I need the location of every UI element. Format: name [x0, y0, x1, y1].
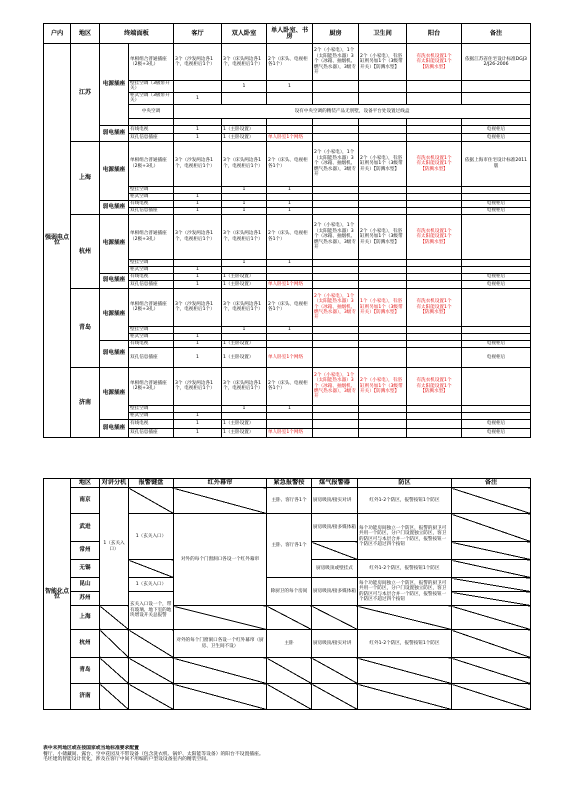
- cell: 1（主卧设置）: [222, 428, 267, 437]
- power-socket-label: 电源插座: [100, 367, 129, 419]
- col-header-keypad: 报警键盘: [129, 479, 174, 488]
- cell: 1: [267, 186, 313, 193]
- cell: 2个（小家电），1个（太阳能热水器）3个（冰箱、抽烟机、燃气热水器），3级专开: [313, 141, 359, 186]
- cell: 3个（沙发两边各1个，电视柜后1个）: [174, 367, 222, 405]
- cell: 2个（床头、电视柜各1个）: [267, 214, 313, 259]
- cell: 2个（床头、电视柜各1个）: [267, 288, 313, 326]
- cell: 1: [174, 193, 222, 200]
- row-label: 双孔信息插座: [129, 133, 174, 141]
- gas-cell: 厨房吸顶/接实对讲: [312, 630, 358, 658]
- row-label: 单相组合普通插座（2极+3孔）: [129, 44, 174, 81]
- cell: 1: [174, 347, 222, 367]
- section-smart: 智能化点位: [44, 479, 71, 710]
- cell: 单人卧室1个网络: [267, 280, 313, 288]
- cell: 3个（沙发两边各1个，电视柜后1个）: [174, 44, 222, 81]
- section-strong-weak: 强弱电点位: [44, 44, 71, 438]
- cell: 1: [267, 405, 313, 412]
- cell: 3个（床头两边各1个，电视柜后1个）: [222, 141, 267, 186]
- cell: 1: [174, 340, 222, 347]
- cell: 电视柜后: [462, 428, 531, 437]
- keypad-cell: 1（玄关入口）: [129, 514, 174, 560]
- row-label: 有线电视: [129, 200, 174, 207]
- weak-socket-label: 弱电插座: [100, 273, 129, 288]
- cell: 3个（沙发两边各1个，电视柜后1个）: [174, 288, 222, 326]
- cell: 3个（沙发两边各1个，电视柜后1个）: [174, 141, 222, 186]
- region-wujin: 武进: [71, 514, 100, 542]
- cell: 2个（小家电），1个（太阳能热水器）3个（冰箱、抽烟机、燃气热水器），3级专开: [313, 214, 359, 259]
- cell: 1: [174, 207, 222, 214]
- row-label: 双孔信息插座: [129, 207, 174, 214]
- cell: 1: [267, 81, 313, 93]
- cell: 单人卧室1个网络: [267, 133, 313, 141]
- keypad-cell: 1（玄关入口）: [129, 578, 174, 592]
- cell: 2个（床头、电视柜各1个）: [267, 44, 313, 81]
- region-jinan: 济南: [71, 367, 100, 437]
- cell: 2个（小家电），有浴缸则另加1个（3级带开关）【防溅水型】: [359, 214, 407, 259]
- region-qingdao: 青岛: [71, 288, 100, 367]
- cell: 1: [267, 326, 313, 333]
- cell: 1: [267, 207, 313, 214]
- cell: 电视柜后: [462, 340, 531, 347]
- footnotes: [43, 746, 530, 763]
- row-label: 壁挂空调: [129, 259, 174, 266]
- cell: 1: [222, 207, 267, 214]
- cell: 1: [222, 326, 267, 333]
- row-label: 有线电视: [129, 340, 174, 347]
- row-label: 双孔信息插座: [129, 280, 174, 288]
- cell: 1: [174, 133, 222, 141]
- cell: 电视柜后: [462, 347, 531, 367]
- cell: 1: [174, 266, 222, 273]
- cell: 电视柜后: [462, 125, 531, 133]
- region-qingdao: 青岛: [71, 658, 100, 684]
- power-outlet-table: [43, 23, 531, 438]
- row-label: 双孔信息插座: [129, 347, 174, 367]
- footnote-3: 毛坯建筑智能设计优化，涉及在客厅中间不用编的户型设设备室内的精装空间。: [43, 757, 211, 763]
- cell: 1: [174, 419, 222, 428]
- cell: 依据江苏省住宅设计标准DGJ32/J26-2006: [462, 44, 531, 81]
- zone-cell: 红外1-2个防区，报警按钮1个防区: [358, 488, 452, 514]
- sos-cell: 除厨卫的每个房间: [267, 578, 312, 606]
- region-shanghai: 上海: [71, 141, 100, 214]
- cell: 2个（小家电），1个（太阳能热水器）3个（冰箱、抽烟机、燃气热水器），3级专开: [313, 288, 359, 326]
- col-header-kitchen: 厨房: [313, 24, 359, 44]
- col-header-panel: 终端面板: [100, 24, 174, 44]
- col-header-unit: 户内: [44, 24, 71, 44]
- cell: 1: [222, 186, 267, 193]
- sos-cell: 主卧: [267, 630, 312, 658]
- footnote-1: 表中未列地区或在按国家或当地标准要求配置: [43, 746, 139, 751]
- keypad-cell: 玄关入口设一个，带有玻璃、地下室的地块增设开关总报警: [129, 592, 174, 630]
- col-header-zone: 防区: [358, 479, 452, 488]
- zone-cell: 红外1-2个防区，报警按钮1个防区: [358, 630, 452, 658]
- region-changzhou: 常州: [71, 542, 100, 560]
- cell: 电视柜后: [462, 133, 531, 141]
- cell: 1: [174, 125, 222, 133]
- cell: 1（主卧设置）: [222, 419, 267, 428]
- cell: 1: [174, 92, 222, 104]
- row-label: 单相组合普通插座（2极+3孔）: [129, 214, 174, 259]
- cell: 2个（小家电），有浴缸则另加1个（3级带开关）【防溅水型】: [359, 141, 407, 186]
- row-label: 柜式空调: [129, 412, 174, 419]
- col-header-region: 地区: [71, 24, 100, 44]
- cell: 1: [267, 259, 313, 266]
- region-jinan: 济南: [71, 684, 100, 710]
- row-label: 壁挂空调: [129, 405, 174, 412]
- cell: 1: [267, 200, 313, 207]
- col-header-bathroom: 卫生间: [359, 24, 407, 44]
- cell: 电视柜后: [462, 419, 531, 428]
- cell: 3个（床头两边各1个，电视柜后1个）: [222, 367, 267, 405]
- row-label: 有线电视: [129, 419, 174, 428]
- zone-cell: 每个功能房间独立一个防区，报警的厨卫可共用一个防区，分户门设置独立防区，客卫的防区可与本层合并一个防区，报警按钮一个防区不超过四个按钮: [358, 514, 452, 560]
- cell: 电视柜后: [462, 207, 531, 214]
- row-label: 有线电视: [129, 125, 174, 133]
- row-label: 单相组合普通插座（2极+3孔）: [129, 288, 174, 326]
- cell: 3个（床头两边各1个，电视柜后1个）: [222, 288, 267, 326]
- cell: 1（主卧设置）: [222, 133, 267, 141]
- col-header-remark: 备注: [462, 24, 531, 44]
- region-kunshan: 昆山: [71, 578, 100, 592]
- col-header-balcony: 阳台: [407, 24, 462, 44]
- cell: 电视柜后: [462, 280, 531, 288]
- region-nanjing: 南京: [71, 488, 100, 514]
- cell: 2个（床头、电视柜各1个）: [267, 367, 313, 405]
- cell: 1（主卧设置）: [222, 273, 267, 280]
- cell: 1（主卧设置）: [222, 125, 267, 133]
- region-jiangsu: 江苏: [71, 44, 100, 142]
- cell: 2个（小家电），1个（太阳能热水器）3个（冰箱、抽烟机、燃气热水器），3级专开: [313, 44, 359, 81]
- cell: 3个（床头两边各1个，电视柜后1个）: [222, 214, 267, 259]
- weak-socket-label: 弱电插座: [100, 419, 129, 437]
- cell: 1: [174, 333, 222, 340]
- cell: 单人卧室1个网络: [267, 428, 313, 437]
- intercom-cell: 1（玄关入口）: [100, 488, 129, 606]
- infrared-cell: 对外的每个门窗洞口各设一个红外幕帘: [174, 514, 267, 606]
- col-header-infrared: 红外幕帘: [174, 479, 267, 488]
- power-socket-label: 电源插座: [100, 214, 129, 273]
- cell: 1: [174, 428, 222, 437]
- row-label: 壁挂空调: [129, 186, 174, 193]
- cell: 1: [222, 200, 267, 207]
- cell: 1: [222, 81, 267, 93]
- cell: 1个（小家电），有浴缸则另加1个（3级带开关）【防溅水型】: [359, 288, 407, 326]
- row-label: 壁挂空调（3极带开关）: [129, 81, 174, 93]
- power-socket-label: 电源插座: [100, 141, 129, 200]
- zone-cell: 红外1-2个防区，报警按钮1个防区: [358, 560, 452, 578]
- gas-cell: 厨房吸顶/接多媒体箱: [312, 514, 358, 542]
- power-socket-label: 电源插座: [100, 44, 129, 126]
- region-hangzhou: 杭州: [71, 630, 100, 658]
- row-label: 单相组合普通插座（2极+3孔）: [129, 367, 174, 405]
- cell: 3个（沙发两边各1个，电视柜后1个）: [174, 214, 222, 259]
- cell: 设有中央空调的精装产品无别墅，设备平台处设置过线盒: [174, 104, 531, 118]
- cell: 电视柜后: [462, 200, 531, 207]
- weak-socket-label: 弱电插座: [100, 125, 129, 141]
- gas-cell: 厨房吸顶/接实对讲: [312, 488, 358, 514]
- cell: 1（主卧设置）: [222, 340, 267, 347]
- row-label: 柜式空调: [129, 333, 174, 340]
- cell: 2个（小家电），有浴缸则另加1个（3级带开关）【防溅水型】: [359, 44, 407, 81]
- sos-cell: 主卧、客厅各1个: [267, 488, 312, 514]
- row-label: 柜式空调: [129, 266, 174, 273]
- footnote-2: 餐厅、小储藏间、露台、空中花园及不带设备（包含洗衣机、锅炉、太阳能等设备）的阳台不设置插座。: [43, 751, 264, 757]
- col-header-single-bedroom: 单人卧室、书房: [267, 24, 313, 44]
- cell: 2个（床头、电视柜各1个）: [267, 141, 313, 186]
- row-label: 有线电视: [129, 273, 174, 280]
- row-label: 单相组合普通插座（2极+3孔）: [129, 141, 174, 186]
- sos-cell: 主卧、客厅各1个: [267, 514, 312, 578]
- col-header-remark: 备注: [452, 479, 531, 488]
- power-socket-label: 电源插座: [100, 288, 129, 340]
- col-header-sos: 紧急报警按: [267, 479, 312, 488]
- cell: 1: [174, 200, 222, 207]
- cell: 有洗衣机设置1个 有太阳能设置1个 【防溅水型】: [407, 141, 462, 186]
- cell: 1: [174, 412, 222, 419]
- region-suzhou: 苏州: [71, 592, 100, 606]
- col-header-double-bedroom: 双人卧室: [222, 24, 267, 44]
- cell: 电视柜后: [462, 273, 531, 280]
- cell: 1: [222, 405, 267, 412]
- col-header-living: 客厅: [174, 24, 222, 44]
- col-header-gas: 煤气报警器: [312, 479, 358, 488]
- region-wuxi: 无锡: [71, 560, 100, 578]
- cell: 1（主卧设置）: [222, 280, 267, 288]
- cell: 有洗衣机设置1个 有太阳能设置1个 【防溅水型】: [407, 44, 462, 81]
- weak-socket-label: 弱电插座: [100, 200, 129, 214]
- col-header-intercom: 对讲分机: [100, 479, 129, 488]
- gas-cell: 厨房吸顶/接多媒体箱: [312, 578, 358, 606]
- region-shanghai: 上海: [71, 606, 100, 630]
- smart-home-table: [43, 478, 531, 710]
- zone-cell: 每个功能房间独立一个防区，报警的厨卫可共用一个防区，分户门设置独立防区，客卫的防区可与本层合并一个防区，报警按钮一个防区不超过四个按钮: [358, 578, 452, 606]
- weak-socket-label: 弱电插座: [100, 340, 129, 367]
- cell: 1（主卧设置）: [222, 347, 267, 367]
- cell: 有洗衣机设置1个 有太阳能设置1个 【防溅水型】: [407, 214, 462, 259]
- infrared-cell: 对外的每个门窗洞口各设一个红外幕帘（厨房、卫生间不设）: [174, 630, 267, 658]
- cell: 2个（小家电），有浴缸则另加1个（3级带开关）【防溅水型】: [359, 367, 407, 405]
- row-label: 柜式空调: [129, 193, 174, 200]
- gas-cell: 厨房吸顶或壁挂式: [312, 560, 358, 578]
- row-label: 柜式空调（3极带开关）: [129, 92, 174, 104]
- region-hangzhou: 杭州: [71, 214, 100, 288]
- cell: 1: [222, 259, 267, 266]
- cell: 1: [174, 280, 222, 288]
- row-label: 双孔信息插座: [129, 428, 174, 437]
- cell: 有洗衣机设置1个 有太阳能设置1个 【防溅水型】: [407, 367, 462, 405]
- cell: 2个（小家电），1个（太阳能热水器）3个（冰箱、抽烟机、燃气热水器），3级专开: [313, 367, 359, 405]
- row-label: 中央空调: [129, 104, 174, 118]
- cell: 3个（床头两边各1个，电视柜后1个）: [222, 44, 267, 81]
- col-header-region: 地区: [71, 479, 100, 488]
- cell: 有洗衣机设置1个 有太阳能设置1个 【防溅水型】: [407, 288, 462, 326]
- cell: 依据上海市住宅设计标准2011版: [462, 141, 531, 186]
- cell: 单人卧室1个网络: [267, 347, 313, 367]
- cell: 1: [174, 273, 222, 280]
- row-label: 壁挂空调: [129, 326, 174, 333]
